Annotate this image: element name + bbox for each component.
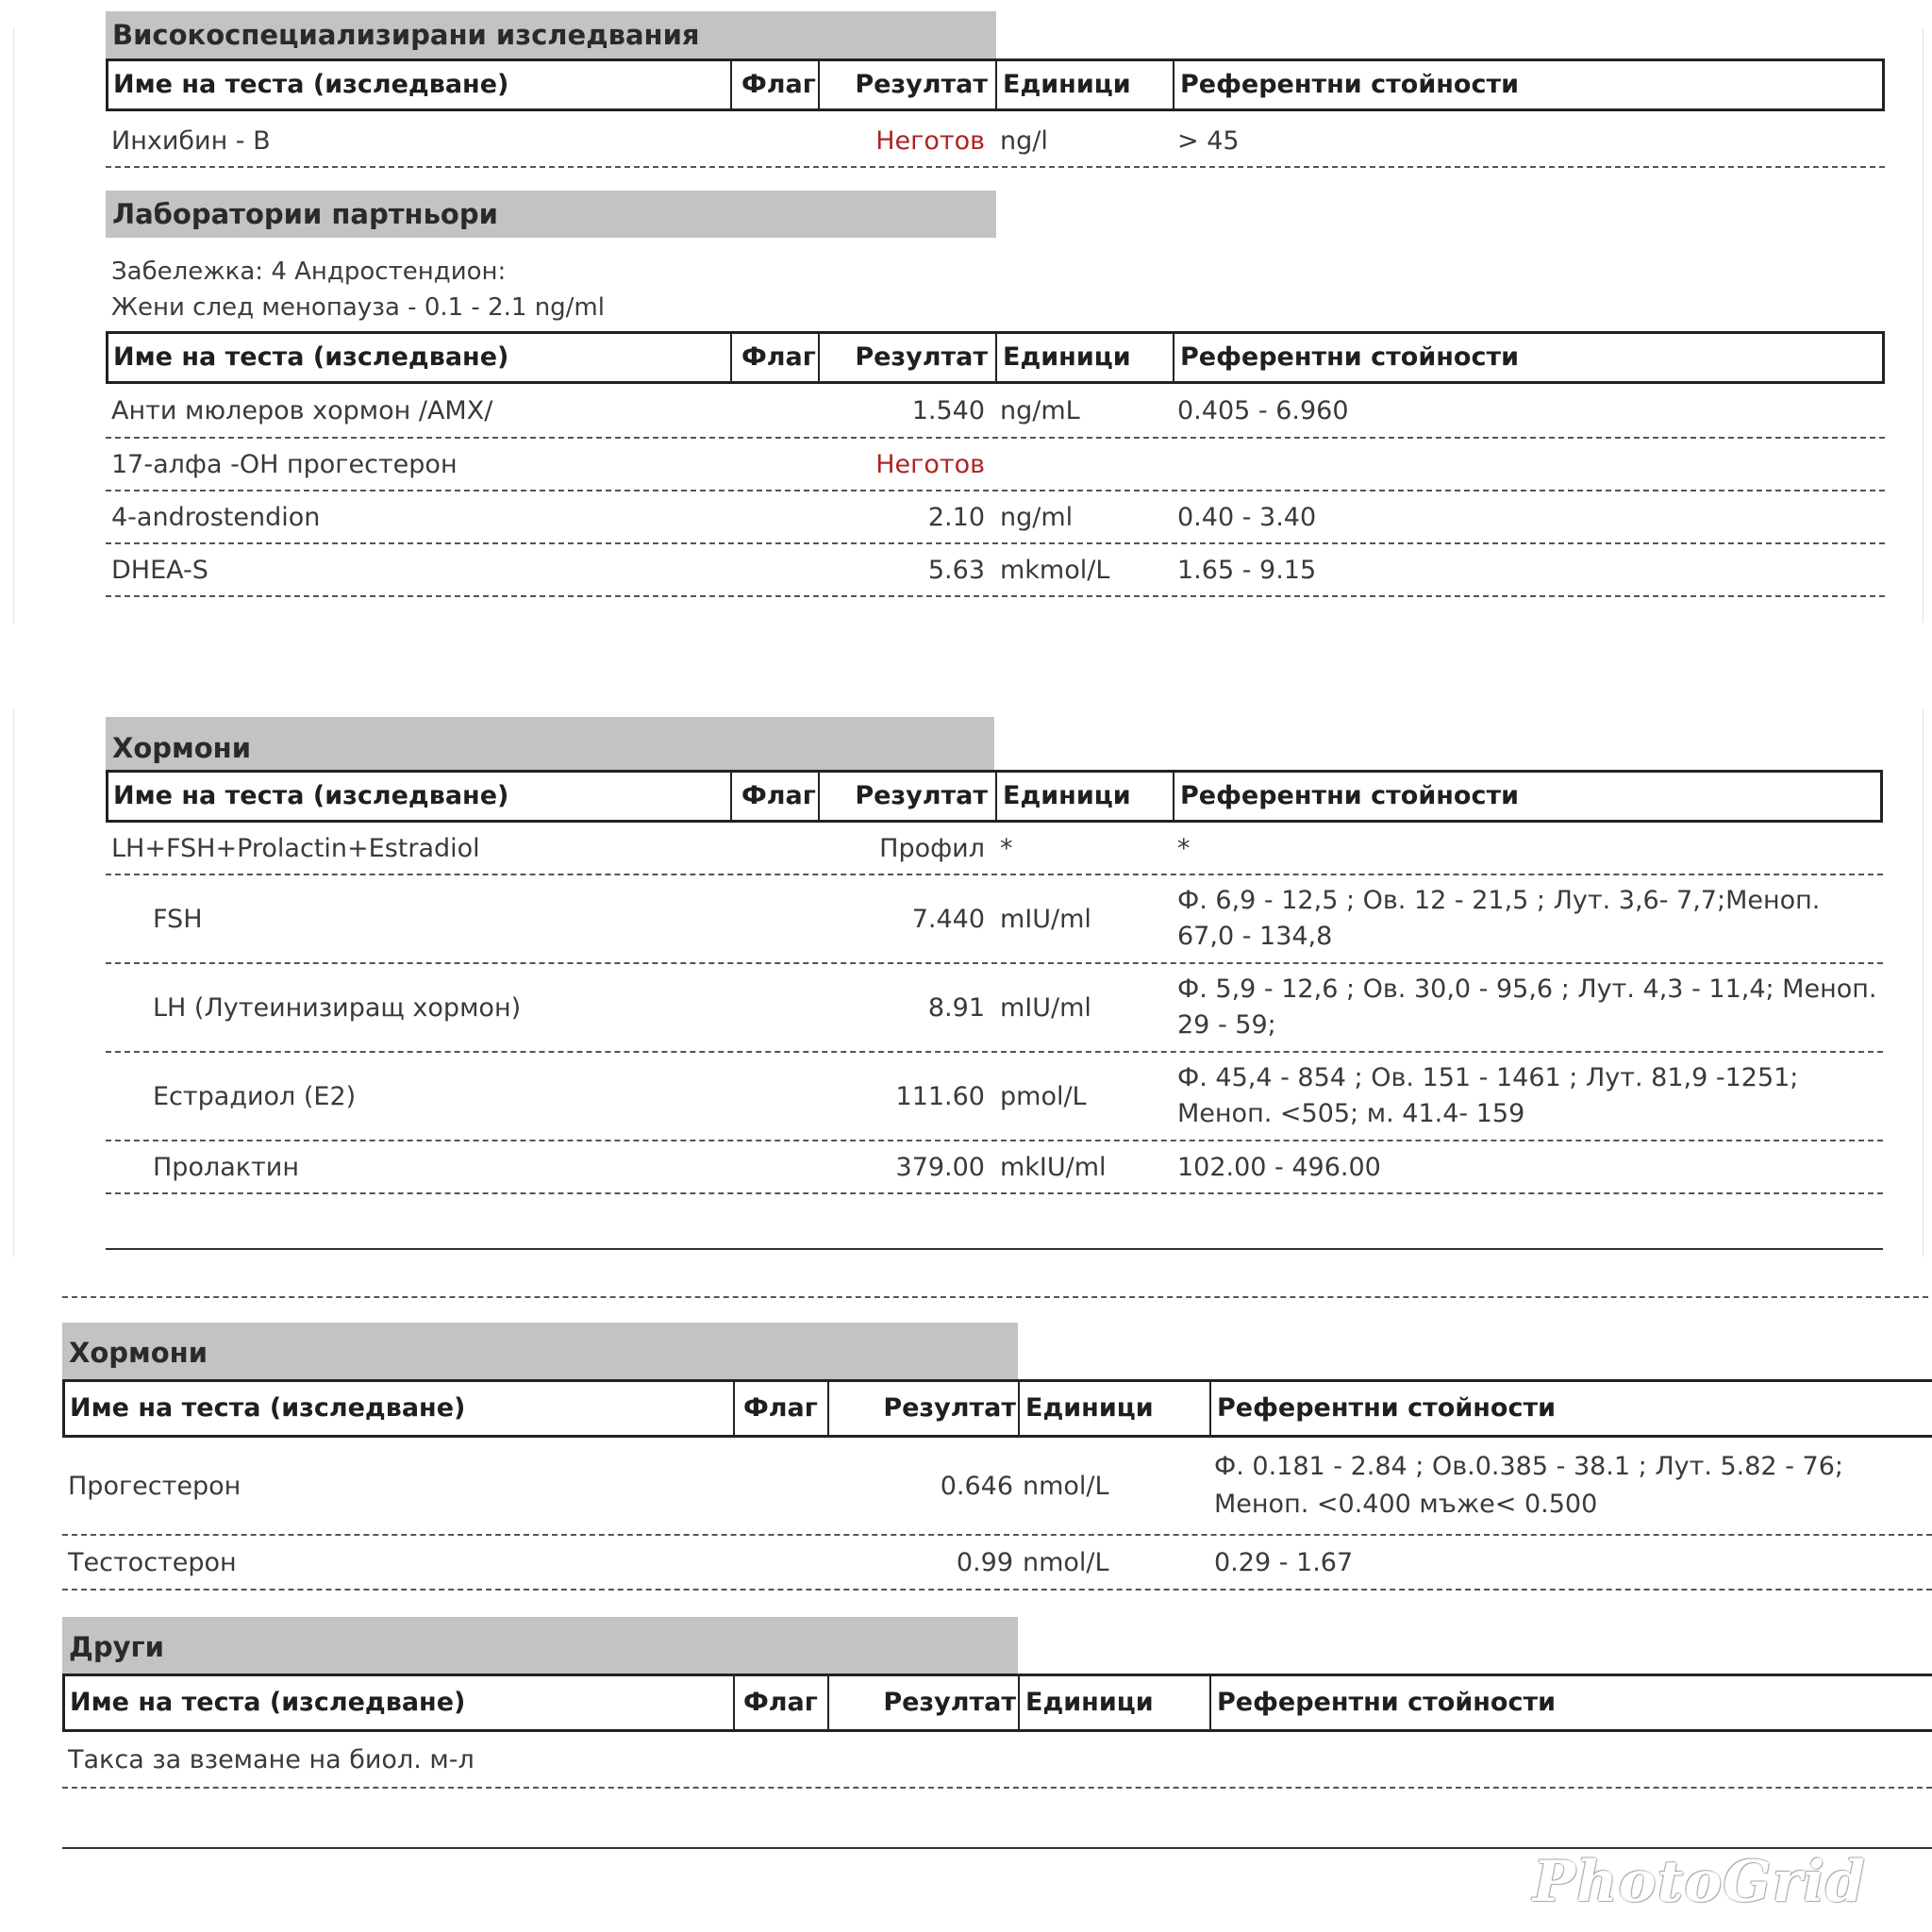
test-reference: 0.405 - 6.960 <box>1177 395 1349 425</box>
table-row <box>62 1732 1932 1789</box>
table-row <box>106 875 1883 964</box>
column-units-header: Единици <box>1003 70 1131 99</box>
section-hormones <box>62 1323 1932 1591</box>
test-name: Пролактин <box>153 1152 299 1182</box>
test-units: mIU/ml <box>1000 992 1091 1023</box>
table-row <box>106 544 1885 597</box>
test-units: ng/ml <box>1000 502 1074 532</box>
table-row <box>106 964 1883 1053</box>
test-result: 0.646 <box>940 1471 1013 1501</box>
table-header <box>106 331 1885 384</box>
test-name: Тестостерон <box>68 1547 237 1577</box>
note-line: Жени след менопауза - 0.1 - 2.1 ng/ml <box>111 293 605 322</box>
test-reference: 1.65 - 9.15 <box>1177 555 1317 585</box>
test-units: pmol/L <box>1000 1081 1087 1111</box>
column-units-header: Единици <box>1025 1688 1154 1717</box>
test-units: ng/l <box>1000 125 1048 156</box>
test-result: Профил <box>879 833 985 863</box>
test-units: mIU/ml <box>1000 904 1091 934</box>
test-result: 5.63 <box>927 555 985 585</box>
test-result: 8.91 <box>927 992 985 1023</box>
frame-edge-right <box>1923 28 1924 623</box>
test-result: 2.10 <box>927 502 985 532</box>
test-reference: 0.40 - 3.40 <box>1177 502 1317 532</box>
test-name: Естрадиол (E2) <box>153 1081 357 1111</box>
column-reference-header: Референтни стойности <box>1180 70 1520 99</box>
column-flag-header: Флаг <box>741 781 816 810</box>
column-reference-header: Референтни стойности <box>1180 342 1520 372</box>
test-result: 7.440 <box>911 904 985 934</box>
table-header <box>106 770 1883 823</box>
table-header <box>62 1379 1932 1438</box>
test-name: FSH <box>153 904 203 934</box>
column-name-header: Име на теста (изследване) <box>113 781 509 810</box>
frame-edge-left <box>13 28 14 623</box>
test-units: mkmol/L <box>1000 555 1110 585</box>
column-units-header: Единици <box>1025 1393 1154 1423</box>
test-name: Инхибин - B <box>111 125 271 156</box>
test-result: 111.60 <box>895 1081 985 1111</box>
test-name: Анти мюлеров хормон /АМХ/ <box>111 395 493 425</box>
column-flag-header: Флаг <box>741 342 816 372</box>
test-reference: 102.00 - 496.00 <box>1177 1152 1381 1182</box>
table-row <box>62 1438 1932 1536</box>
table-row <box>106 1053 1883 1141</box>
section-other <box>62 1617 1932 1853</box>
section-partner-labs <box>106 191 1885 596</box>
test-result: 379.00 <box>895 1152 985 1182</box>
column-result-header: Резултат <box>855 342 988 372</box>
column-flag-header: Флаг <box>741 70 816 99</box>
test-result <box>824 1732 1013 1787</box>
photogrid-watermark: PhotoGrid <box>1532 1849 1866 1915</box>
column-flag-header: Флаг <box>743 1393 818 1423</box>
table-row <box>106 491 1885 544</box>
test-name: LH (Лутеинизиращ хормон) <box>153 992 522 1023</box>
test-name: Такса за вземане на биол. м-л <box>68 1744 475 1774</box>
column-reference-header: Референтни стойности <box>1180 781 1520 810</box>
test-name: Прогестерон <box>68 1471 242 1501</box>
section-specialized <box>106 11 1885 167</box>
section-title: Други <box>62 1617 1018 1674</box>
test-reference: Ф. 0.181 - 2.84 ; Ов.0.385 - 38.1 ; Лут. 5.82 - 76; Меноп. <0.400 мъже< 0.500 <box>1214 1452 1843 1519</box>
table-row <box>106 115 1885 168</box>
test-units: nmol/L <box>1023 1471 1109 1501</box>
test-units: mkIU/ml <box>1000 1152 1107 1182</box>
column-name-header: Име на теста (изследване) <box>70 1393 466 1423</box>
column-units-header: Единици <box>1003 781 1131 810</box>
table-row <box>106 823 1883 875</box>
column-flag-header: Флаг <box>743 1688 818 1717</box>
column-reference-header: Референтни стойности <box>1217 1688 1557 1717</box>
table-header <box>106 58 1885 111</box>
test-reference: Ф. 45,4 - 854 ; Ов. 151 - 1461 ; Лут. 81,9 -1251; Меноп. <505; м. 41.4- 159 <box>1177 1063 1799 1128</box>
table-row <box>106 384 1885 439</box>
test-reference: Ф. 5,9 - 12,6 ; Ов. 30,0 - 95,6 ; Лут. 4,3 - 11,4; Меноп. 29 - 59; <box>1177 974 1877 1040</box>
test-reference: * <box>1177 833 1191 863</box>
test-reference: Ф. 6,9 - 12,5 ; Ов. 12 - 21,5 ; Лут. 3,6- 7,7;Меноп. 67,0 - 134,8 <box>1177 886 1821 951</box>
test-units: ng/mL <box>1000 395 1080 425</box>
column-units-header: Единици <box>1003 342 1131 372</box>
test-result: 1.540 <box>911 395 985 425</box>
note-line: Забележка: 4 Андростендион: <box>111 258 507 286</box>
section-title: Хормони <box>62 1323 1018 1379</box>
column-result-header: Резултат <box>855 70 988 99</box>
frame-edge-right <box>1923 709 1924 1257</box>
column-result-header: Резултат <box>883 1688 1016 1717</box>
column-name-header: Име на теста (изследване) <box>113 70 509 99</box>
column-reference-header: Референтни стойности <box>1217 1393 1557 1423</box>
section-title: Високоспециализирани изследвания <box>106 11 996 58</box>
section-title: Лаборатории партньори <box>106 191 996 238</box>
test-reference: 0.29 - 1.67 <box>1214 1547 1354 1577</box>
frame-edge-left <box>13 709 14 1257</box>
test-reference: > 45 <box>1177 125 1240 156</box>
table-header <box>62 1674 1932 1732</box>
table-row <box>106 1141 1883 1194</box>
divider <box>62 1296 1928 1298</box>
test-units: * <box>1000 833 1013 863</box>
test-name: 17-алфа -ОН прогестерон <box>111 449 458 479</box>
test-result: Неготов <box>875 125 985 156</box>
test-name: 4-androstendion <box>111 502 321 532</box>
test-result: Неготов <box>875 449 985 479</box>
test-name: DHEA-S <box>111 555 208 585</box>
column-name-header: Име на теста (изследване) <box>113 342 509 372</box>
test-result: 0.99 <box>956 1547 1013 1577</box>
column-result-header: Резултат <box>855 781 988 810</box>
test-name: LH+FSH+Prolactin+Estradiol <box>111 833 480 863</box>
table-end-line <box>106 1248 1883 1250</box>
section-title: Хормони <box>106 717 994 770</box>
section-hormones-profile <box>106 717 1883 1283</box>
table-row <box>106 439 1885 491</box>
column-name-header: Име на теста (изследване) <box>70 1688 466 1717</box>
column-result-header: Резултат <box>883 1393 1016 1423</box>
table-row <box>62 1536 1932 1591</box>
test-units: nmol/L <box>1023 1547 1109 1577</box>
